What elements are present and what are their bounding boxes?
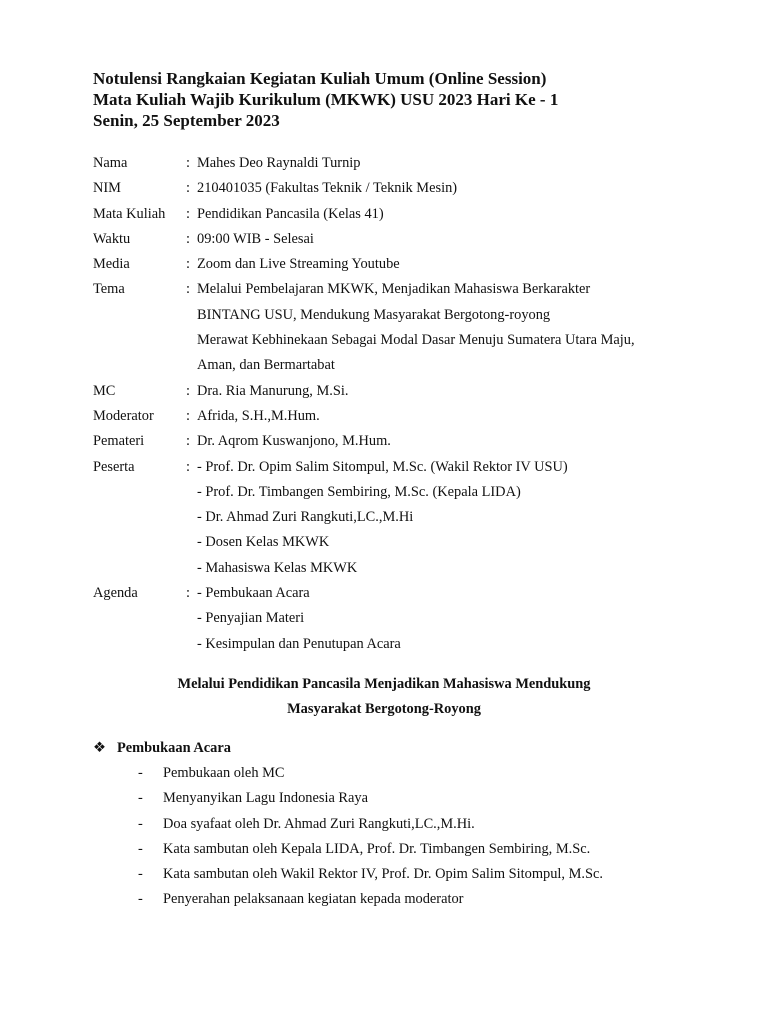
- section-heading-text: Pembukaan Acara: [117, 740, 231, 756]
- section-subtitle: [0, 672, 768, 722]
- info-colon: :: [186, 155, 190, 171]
- info-table: [93, 151, 693, 657]
- info-colon: :: [186, 458, 190, 475]
- info-row-moderator: [93, 404, 693, 429]
- info-colon: :: [186, 205, 190, 222]
- list-item: [93, 786, 713, 811]
- title-line-1: Notulensi Rangkaian Kegiatan Kuliah Umum (Online Session): [93, 69, 547, 88]
- info-label: NIM: [93, 180, 121, 197]
- info-colon: :: [186, 256, 190, 273]
- info-label: Agenda: [93, 585, 138, 602]
- dash-bullet: -: [138, 815, 143, 832]
- info-label: MC: [93, 382, 116, 399]
- info-value: Merawat Kebhinekaan Sebagai Modal Dasar Menuju Sumatera Utara Maju,: [197, 332, 635, 349]
- list-item-text: Kata sambutan oleh Kepala LIDA, Prof. Dr. Timbangen Sembiring, M.Sc.: [163, 840, 591, 857]
- subtitle-line-2: Masyarakat Bergotong-Royong: [287, 701, 481, 717]
- info-colon: :: [186, 407, 190, 424]
- info-value: Zoom dan Live Streaming Youtube: [197, 256, 400, 273]
- list-item-text: Pembukaan oleh MC: [163, 765, 285, 781]
- info-label: Media: [93, 256, 130, 273]
- info-value: Pendidikan Pancasila (Kelas 41): [197, 205, 384, 222]
- list-item-text: Doa syafaat oleh Dr. Ahmad Zuri Rangkuti,LC.,M.Hi.: [163, 815, 475, 832]
- info-value: - Penyajian Materi: [197, 610, 305, 627]
- dash-bullet: -: [138, 891, 143, 908]
- info-label: Moderator: [93, 407, 154, 424]
- info-row-pemateri: [93, 429, 693, 454]
- info-colon: :: [186, 585, 190, 602]
- list-item: [93, 887, 713, 912]
- info-value: - Prof. Dr. Opim Salim Sitompul, M.Sc. (Wakil Rektor IV USU): [197, 458, 568, 475]
- info-label: Waktu: [93, 230, 131, 247]
- info-value: Dr. Aqrom Kuswanjono, M.Hum.: [197, 433, 391, 450]
- info-value: 210401035 (Fakultas Teknik / Teknik Mesin): [197, 180, 458, 197]
- list-item-text: Menyanyikan Lagu Indonesia Raya: [163, 790, 369, 807]
- list-item: [93, 862, 713, 887]
- info-label: Nama: [93, 155, 128, 171]
- info-value: 09:00 WIB - Selesai: [197, 230, 314, 247]
- dash-bullet: -: [138, 790, 143, 807]
- info-row-agenda: [93, 581, 693, 657]
- info-row-tema: [93, 277, 693, 378]
- info-value: Mahes Deo Raynaldi Turnip: [197, 155, 361, 171]
- info-value: - Dosen Kelas MKWK: [197, 534, 330, 551]
- info-colon: :: [186, 382, 190, 399]
- list-item-text: Penyerahan pelaksanaan kegiatan kepada moderator: [163, 891, 464, 908]
- info-row-peserta: [93, 455, 693, 581]
- info-value: - Pembukaan Acara: [197, 585, 310, 602]
- info-label: Pemateri: [93, 433, 145, 450]
- info-label: Peserta: [93, 458, 135, 475]
- info-row-mata-kuliah: [93, 202, 693, 227]
- info-value: - Kesimpulan dan Penutupan Acara: [197, 635, 401, 652]
- list-item: [93, 761, 713, 786]
- info-colon: :: [186, 281, 190, 298]
- info-value: Afrida, S.H.,M.Hum.: [197, 407, 320, 424]
- info-colon: :: [186, 230, 190, 247]
- info-label: Tema: [93, 281, 125, 298]
- dash-bullet: -: [138, 765, 143, 781]
- info-value: - Prof. Dr. Timbangen Sembiring, M.Sc. (Kepala LIDA): [197, 483, 521, 500]
- info-row-nim: [93, 176, 693, 201]
- info-row-mc: [93, 379, 693, 404]
- info-value: Dra. Ria Manurung, M.Si.: [197, 382, 349, 399]
- info-value: BINTANG USU, Mendukung Masyarakat Bergotong-royong: [197, 306, 551, 323]
- title-line-3: Senin, 25 September 2023: [93, 111, 280, 130]
- subtitle-line-1: Melalui Pendidikan Pancasila Menjadikan Mahasiswa Mendukung: [177, 676, 591, 692]
- info-colon: :: [186, 433, 190, 450]
- info-value: - Dr. Ahmad Zuri Rangkuti,LC.,M.Hi: [197, 509, 414, 526]
- info-value: Melalui Pembelajaran MKWK, Menjadikan Mahasiswa Berkarakter: [197, 281, 591, 298]
- info-colon: :: [186, 180, 190, 197]
- diamond-bullet-icon: ❖: [93, 740, 106, 756]
- info-row-nama: [93, 151, 693, 176]
- document-title: [93, 68, 558, 131]
- list-item-text: Kata sambutan oleh Wakil Rektor IV, Prof. Dr. Opim Salim Sitompul, M.Sc.: [163, 866, 603, 883]
- list-item: [93, 812, 713, 837]
- info-value: - Mahasiswa Kelas MKWK: [197, 559, 358, 576]
- pembukaan-section: [93, 736, 713, 913]
- info-row-waktu: [93, 227, 693, 252]
- dash-bullet: -: [138, 840, 143, 857]
- title-line-2: Mata Kuliah Wajib Kurikulum (MKWK) USU 2023 Hari Ke - 1: [93, 90, 559, 109]
- info-row-media: [93, 252, 693, 277]
- list-item: [93, 837, 713, 862]
- section-heading: [93, 736, 713, 761]
- dash-bullet: -: [138, 866, 143, 883]
- info-label: Mata Kuliah: [93, 205, 166, 222]
- info-value: Aman, dan Bermartabat: [197, 357, 335, 374]
